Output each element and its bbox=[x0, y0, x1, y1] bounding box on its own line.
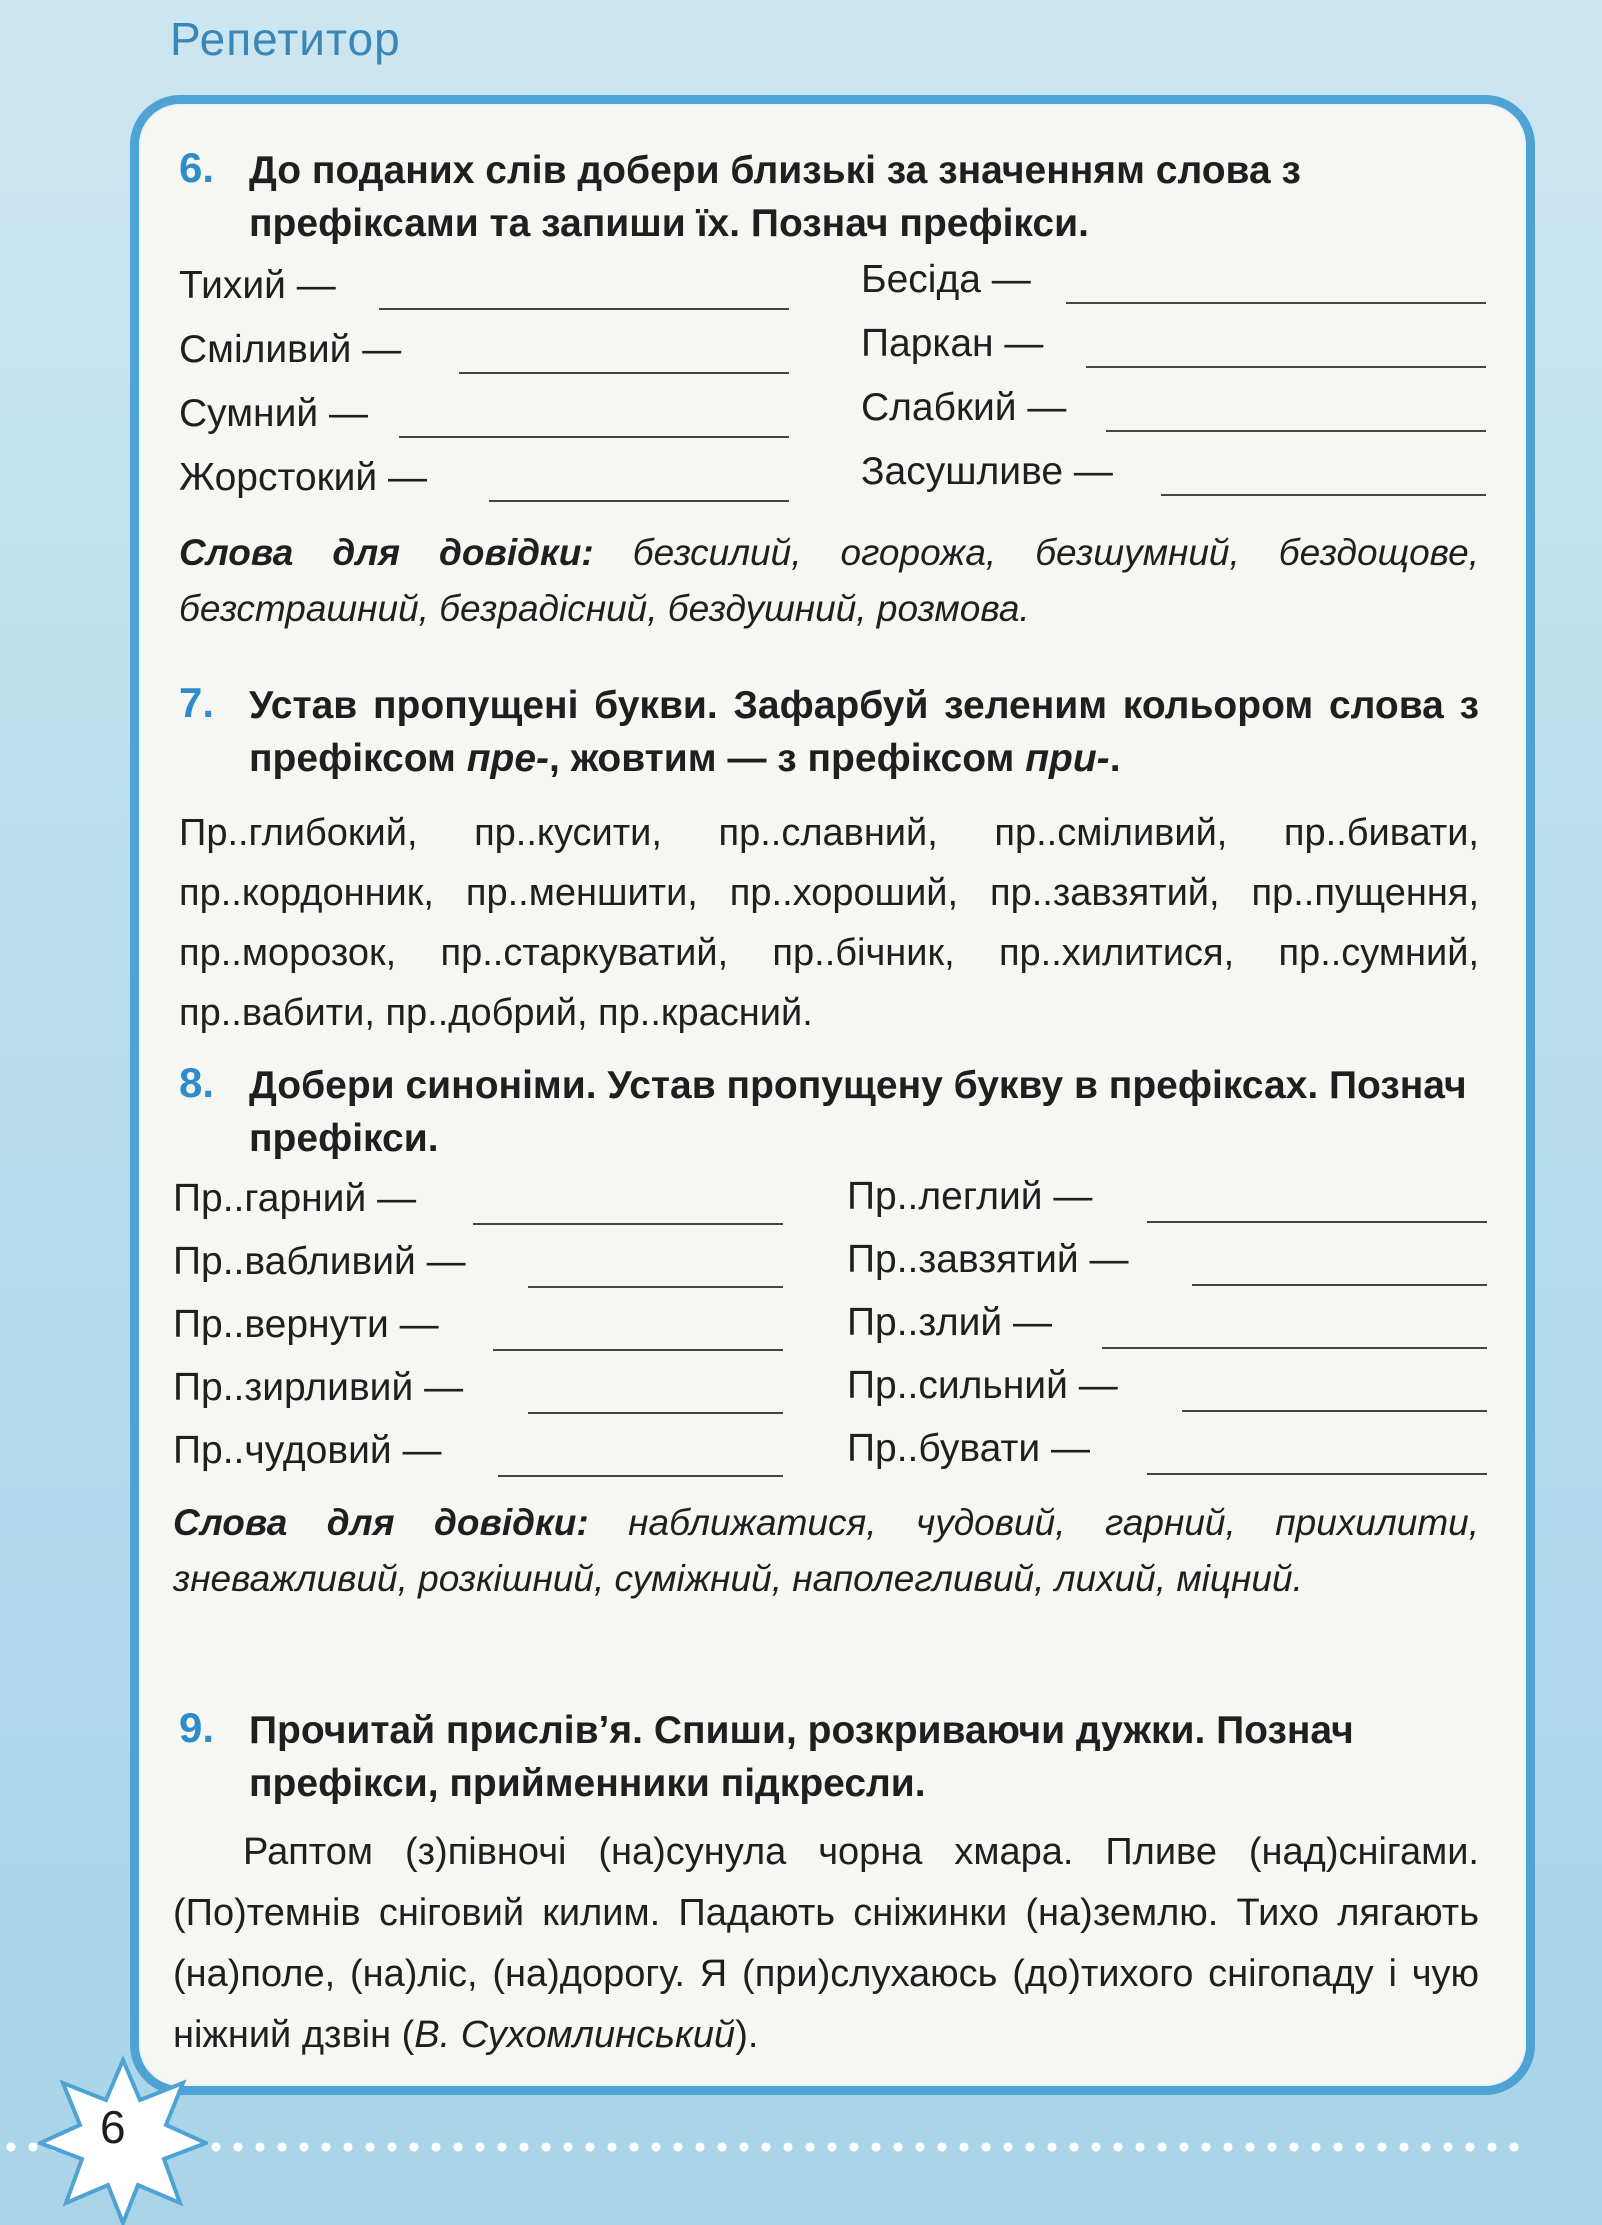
task-instruction: Прочитай прислів’я. Спиши, розкриваючи дужки. Познач префікси, прийменники підкресли. bbox=[249, 1709, 1354, 1805]
task-instruction: Устав пропущені букви. Зафарбуй зеленим кольором слова з префіксом пре-, жовтим — з префіксом при-. bbox=[249, 684, 1479, 780]
row-word: Пр..завзятий — bbox=[847, 1238, 1129, 1281]
row-word: Бесіда — bbox=[861, 258, 1031, 301]
answer-row bbox=[861, 322, 1509, 386]
row-word: Тихий — bbox=[179, 264, 336, 307]
task-8 bbox=[173, 1059, 1509, 1607]
reference-label: Слова для довідки: bbox=[173, 1502, 589, 1543]
answer-line[interactable] bbox=[473, 1223, 783, 1225]
row-word: Пр..бувати — bbox=[847, 1427, 1090, 1470]
passage-author: В. Сухомлинський bbox=[414, 2014, 736, 2056]
answer-line[interactable] bbox=[489, 500, 789, 502]
answer-row bbox=[173, 1429, 823, 1493]
task-9 bbox=[173, 1704, 1509, 2066]
answer-row bbox=[847, 1301, 1507, 1365]
row-word: Пр..чудовий — bbox=[173, 1429, 442, 1472]
row-word: Слабкий — bbox=[861, 386, 1067, 429]
answer-row bbox=[847, 1175, 1507, 1239]
row-word: Пр..зирливий — bbox=[173, 1366, 464, 1409]
answer-line[interactable] bbox=[1147, 1221, 1487, 1223]
answer-line[interactable] bbox=[1086, 366, 1486, 368]
passage-text: Раптом (з)півночі (на)сунула чорна хмара. Пливе (над)снігами. (По)темнів сніговий килим. Падають сніжинки (на)землю. Тихо лягають (на)поле, (на)ліс, (на)дорогу. Я (при)слухаюсь (до)тихого снігопаду і чую ніжний дзвін (В. Сухомлинський). bbox=[173, 1831, 1479, 2056]
reference-label: Слова для довідки: bbox=[179, 532, 594, 573]
row-word: Пр..леглий — bbox=[847, 1175, 1093, 1218]
row-word: Пр..сильний — bbox=[847, 1364, 1118, 1407]
answer-row bbox=[861, 450, 1509, 514]
decorative-dots bbox=[205, 2140, 1525, 2154]
prefix-pry: при- bbox=[1025, 737, 1110, 780]
header-title: Репетитор bbox=[170, 13, 401, 65]
answer-grid bbox=[179, 258, 1509, 519]
row-word: Пр..гарний — bbox=[173, 1177, 417, 1220]
task-7 bbox=[179, 679, 1509, 1043]
answer-line[interactable] bbox=[399, 436, 789, 438]
answer-row bbox=[179, 264, 829, 328]
row-word: Пр..вабливий — bbox=[173, 1240, 466, 1283]
answer-line[interactable] bbox=[1066, 302, 1486, 304]
task-number: 7. bbox=[179, 679, 215, 726]
row-word: Засушливе — bbox=[861, 450, 1113, 493]
answer-line[interactable] bbox=[528, 1412, 783, 1414]
answer-row bbox=[173, 1303, 823, 1367]
row-word: Пр..вернути — bbox=[173, 1303, 439, 1346]
answer-row bbox=[847, 1238, 1507, 1302]
task-number: 8. bbox=[179, 1059, 215, 1106]
word-list: Пр..глибокий, пр..кусити, пр..славний, пр..сміливий, пр..бивати, пр..кордонник, пр..меншити, пр..хороший, пр..завзятий, пр..пущення, пр..морозок, пр..старкуватий, пр..бічник, пр..хилитися, пр..сумний, пр..вабити, пр..добрий, пр..красний. bbox=[179, 812, 1479, 1034]
exercise-card bbox=[130, 95, 1535, 2095]
answer-line[interactable] bbox=[1182, 1410, 1487, 1412]
answer-line[interactable] bbox=[1161, 494, 1486, 496]
reference-list: наближатися, чудовий, гарний, прихилити, зневажливий, розкішний, суміжний, наполегливий, лихий, міцний. bbox=[173, 1502, 1479, 1599]
answer-row bbox=[173, 1366, 823, 1430]
answer-line[interactable] bbox=[1106, 430, 1486, 432]
prefix-pre: пре- bbox=[466, 737, 550, 780]
task-6 bbox=[179, 144, 1509, 637]
answer-line[interactable] bbox=[379, 308, 789, 310]
answer-grid bbox=[173, 1175, 1509, 1495]
row-word: Пр..злий — bbox=[847, 1301, 1052, 1344]
task-instruction: Добери синоніми. Устав пропущену букву в префіксах. Познач префікси. bbox=[249, 1064, 1467, 1160]
answer-row bbox=[847, 1364, 1507, 1428]
answer-row bbox=[861, 258, 1509, 322]
page-number: 6 bbox=[100, 2101, 126, 2153]
row-word: Сміливий — bbox=[179, 328, 402, 371]
answer-row bbox=[173, 1177, 823, 1241]
row-word: Паркан — bbox=[861, 322, 1044, 365]
task-instruction: До поданих слів добери близькі за значенням слова з префіксами та запиши їх. Познач префікси. bbox=[249, 149, 1301, 245]
answer-row bbox=[179, 456, 829, 520]
answer-line[interactable] bbox=[1147, 1473, 1487, 1475]
answer-line[interactable] bbox=[1102, 1347, 1487, 1349]
answer-row bbox=[179, 392, 829, 456]
reference-words bbox=[179, 525, 1509, 637]
task-number: 9. bbox=[179, 1704, 215, 1751]
row-word: Сумний — bbox=[179, 392, 368, 435]
answer-line[interactable] bbox=[1192, 1284, 1487, 1286]
answer-line[interactable] bbox=[498, 1475, 783, 1477]
answer-row bbox=[861, 386, 1509, 450]
row-word: Жорстокий — bbox=[179, 456, 428, 499]
answer-line[interactable] bbox=[459, 372, 789, 374]
answer-row bbox=[847, 1427, 1507, 1491]
answer-line[interactable] bbox=[528, 1286, 783, 1288]
answer-row bbox=[173, 1240, 823, 1304]
task-number: 6. bbox=[179, 144, 215, 191]
answer-row bbox=[179, 328, 829, 392]
reference-list: безсилий, огорожа, безшумний, бездощове, безстрашний, безрадісний, бездушний, розмова. bbox=[179, 532, 1480, 629]
reference-words bbox=[173, 1495, 1509, 1607]
answer-line[interactable] bbox=[493, 1349, 783, 1351]
